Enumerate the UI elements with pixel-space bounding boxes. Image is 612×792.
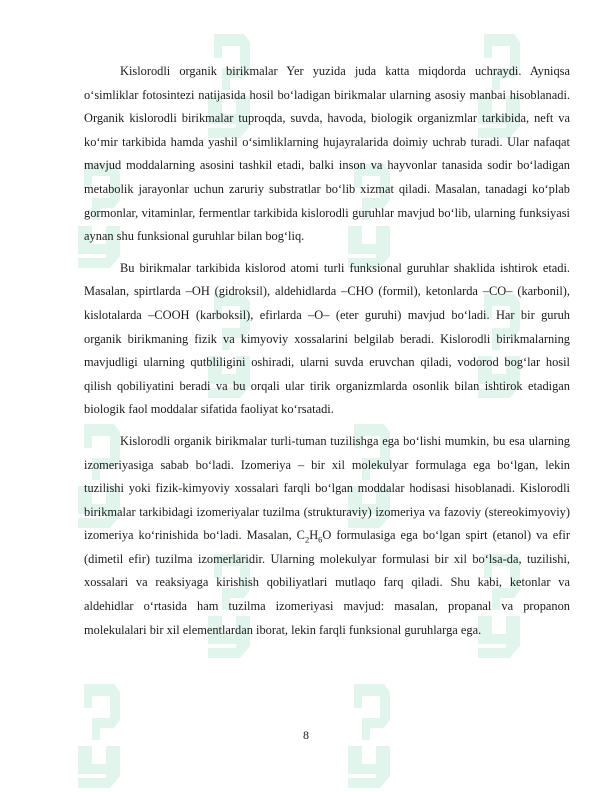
paragraph-3-text-after: formulasiga ega bo‘lgan spirt (etanol) va efir (dimetil efir) tuzilma izomerlaridir. Ularning molekulyar formulasi bir xil bo‘lsa-da, tuzilishi, xossalari va reaksiyaga kirishish qobiliyatlari mutlaqo farq qiladi. Shu kabi, ketonlar va aldehidlar o‘rtasida ham tuzilma izomeriyasi mavjud: masalan, propanal va propanon molekulalari bir xil elementlardan iborat, lekin farqli funksional guruhlarga ega.	[84, 528, 570, 637]
page-number: 8	[303, 728, 309, 742]
paragraph-2: Bu birikmalar tarkibida kislorod atomi turli funksional guruhlar shaklida ishtirok etadi. Masalan, spirtlarda –OH (gidroksil), aldehidlarda –CHO (formil), ketonlarda –CO– (karbonil), kislotalarda –COOH (karboksil), efirlarda –O– (eter guruhi) mavjud bo‘ladi. Har bir guruh organik birikmaning fizik va kimyoviy xossalarini belgilab beradi. Kislorodli birikmalarning mavjudligi ularning qutbliligini oshiradi, ularni suvda eruvchan qiladi, vodorod bog‘lar hosil qilish qobiliyatini beradi va bu orqali ular tirik organizmlarda osonlik bilan ishtirok etadigan biologik faol moddalar sifatida faoliyat ko‘rsatadi.	[84, 260, 570, 417]
paragraph-1: Kislorodli organik birikmalar Yer yuzida juda katta miqdorda uchraydi. Ayniqsa o‘simliklar fotosintezi natijasida hosil bo‘ladigan birikmalar ularning asosiy manbai hisoblanadi. Organik kislorodli birikmalar tuproqda, suvda, havoda, biologik organizmlar tarkibida, neft va ko‘mir tarkibida hamda yashil o‘simliklarning hujayralarida doimiy uchrab turadi. Ular nafaqat mavjud moddalarning asosini tashkil etadi, balki inson va hayvonlar tanasida sodir bo‘ladigan metabolik jarayonlar uchun zaruriy substratlar bo‘lib xizmat qiladi. Masalan, tanadagi ko‘plab gormonlar, vitaminlar, fermentlar tarkibida kislorodli guruhlar mavjud bo‘lib, ularning funksiyasi aynan shu funksional guruhlar bilan bog‘liq.	[84, 64, 570, 244]
paragraph-3	[84, 430, 570, 642]
document-body	[84, 60, 570, 650]
paragraph-3-text-before: Kislorodli organik birikmalar turli-tuman tuzilishga ega bo‘lishi mumkin, bu esa ularning izomeriyasiga sabab bo‘ladi. Izomeriya – bir xil molekulyar formulaga ega bo‘lgan, lekin tuzilishi yoki fizik-kimyoviy xossalari farqli bo‘lgan moddalar hodisasi hisoblanadi. Kislorodli birikmalar tarkibidagi izomeriyalar tuzilma (strukturaviy) izomeriya va fazoviy (stereokimyoviy) izomeriya ko‘rinishida bo‘ladi. Masalan,	[84, 433, 570, 543]
chemical-formula: $C_2H_6O$	[296, 528, 332, 545]
